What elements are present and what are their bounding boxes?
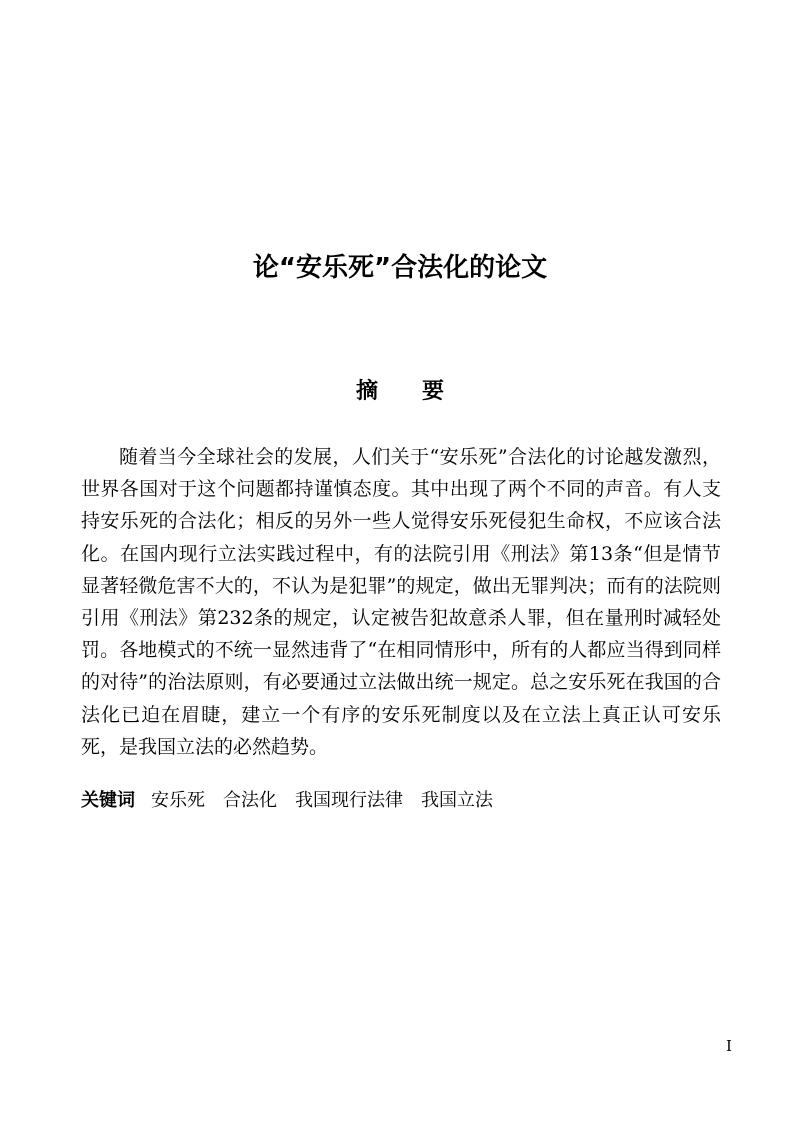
keyword-item-3: 我国现行法律 — [295, 790, 403, 811]
keyword-item-4: 我国立法 — [421, 790, 493, 811]
page-number: I — [726, 1037, 732, 1055]
abstract-heading — [0, 375, 800, 409]
abstract-paragraph: 随着当今全球社会的发展，人们关于“安乐死”合法化的讨论越发激烈，世界各国对于这个问题都持谨慎态度。其中出现了两个不同的声音。有人支持安乐死的合法化；相反的另外一些人觉得安乐死侵犯生命权，不应该合法化。在国内现行立法实践过程中，有的法院引用《刑法》第13条“但是情节显著轻微危害不大的，不认为是犯罪”的规定，做出无罪判决；而有的法院则引用《刑法》第232条的规定，认定被告犯故意杀人罪，但在量刑时减轻处罚。各地模式的不统一显然违背了“在相同情形中，所有的人都应当得到同样的对待”的治法原则，有必要通过立法做出统一规定。总之安乐死在我国的合法化已迫在眉睫，建立一个有序的安乐死制度以及在立法上真正认可安乐死，是我国立法的必然趋势。 — [81, 446, 721, 758]
abstract-heading-char-1: 摘 — [355, 379, 378, 404]
document-title: 论“安乐死”合法化的论文 — [252, 253, 548, 283]
keywords-label: 关键词 — [81, 790, 135, 811]
abstract-heading-char-2: 要 — [422, 379, 445, 404]
keywords-line — [81, 785, 721, 817]
keyword-item-1: 安乐死 — [151, 790, 205, 811]
keyword-item-2: 合法化 — [223, 790, 277, 811]
